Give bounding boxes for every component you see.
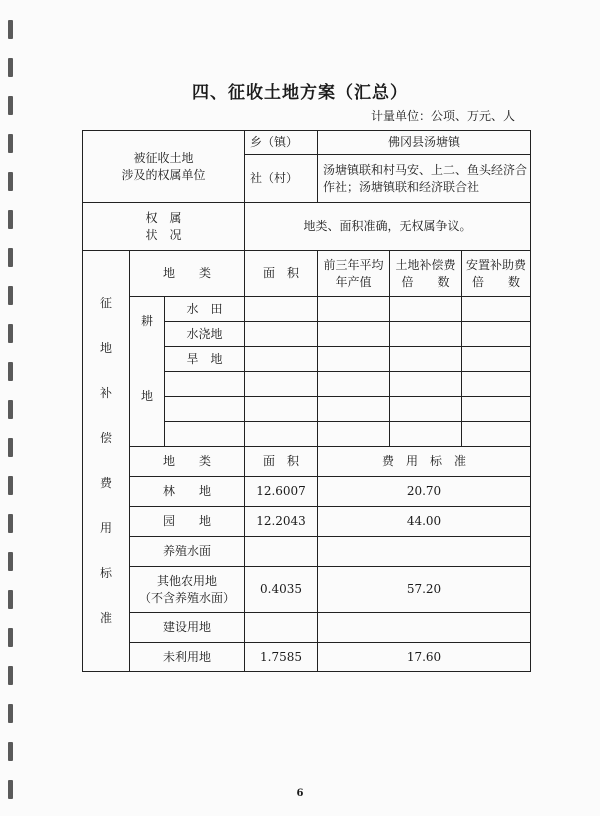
header2-fee-standard: 费 用 标 准 bbox=[318, 447, 531, 477]
table-row bbox=[83, 567, 531, 613]
fee-cell: 20.70 bbox=[318, 477, 531, 507]
fee-cell: 44.00 bbox=[318, 507, 531, 537]
fee-cell: 17.60 bbox=[318, 643, 531, 672]
owner-unit-label: 被征收土地 涉及的权属单位 bbox=[83, 131, 245, 203]
area-cell: 12.2043 bbox=[245, 507, 318, 537]
binding-holes bbox=[8, 0, 22, 816]
fee-cell bbox=[318, 537, 531, 567]
cultivated-label-bottom: 地 bbox=[130, 347, 165, 447]
table-row bbox=[83, 537, 531, 567]
area-cell bbox=[245, 537, 318, 567]
table-row bbox=[83, 477, 531, 507]
header-avg-output: 前三年平均 年产值 bbox=[318, 251, 390, 297]
table-row bbox=[83, 447, 531, 477]
township-value: 佛冈县汤塘镇 bbox=[318, 131, 531, 155]
area-cell: 1.7585 bbox=[245, 643, 318, 672]
page-title: 四、征收土地方案（汇总） bbox=[192, 83, 408, 103]
header-land-type: 地 类 bbox=[130, 251, 245, 297]
table-row bbox=[83, 203, 531, 251]
header2-area: 面 积 bbox=[245, 447, 318, 477]
table-row bbox=[83, 507, 531, 537]
village-value: 汤塘镇联和村马安、上二、鱼头经济合作社；汤塘镇联和经济联合社 bbox=[318, 155, 531, 203]
area-cell: 12.6007 bbox=[245, 477, 318, 507]
header-area: 面 积 bbox=[245, 251, 318, 297]
cultivated-type bbox=[165, 397, 245, 422]
header2-land-type: 地 类 bbox=[130, 447, 245, 477]
cultivated-type bbox=[165, 372, 245, 397]
fee-cell bbox=[318, 613, 531, 643]
unit-note: 计量单位：公项、万元、人 bbox=[370, 109, 515, 123]
compensation-side-label: 征 地 补 偿 费 用 标 准 bbox=[83, 251, 130, 672]
table-row bbox=[83, 131, 531, 155]
cultivated-type: 水 田 bbox=[165, 297, 245, 322]
ownership-status-label: 权 属 状 况 bbox=[83, 203, 245, 251]
table-row bbox=[83, 297, 531, 322]
table-row bbox=[83, 347, 531, 372]
land-type-cell: 养殖水面 bbox=[130, 537, 245, 567]
page-number: 6 bbox=[296, 788, 304, 799]
land-type-cell: 建设用地 bbox=[130, 613, 245, 643]
cultivated-label-top: 耕 bbox=[130, 297, 165, 347]
header-resettlement: 安置补助费 倍 数 bbox=[462, 251, 531, 297]
village-label: 社（村） bbox=[245, 155, 318, 203]
table-row bbox=[83, 251, 531, 297]
cultivated-type: 水浇地 bbox=[165, 322, 245, 347]
area-cell bbox=[245, 613, 318, 643]
land-acquisition-table bbox=[82, 130, 531, 672]
land-type-cell: 其他农用地 （不含养殖水面） bbox=[130, 567, 245, 613]
township-label: 乡（镇） bbox=[245, 131, 318, 155]
land-type-cell: 林 地 bbox=[130, 477, 245, 507]
table-row bbox=[83, 643, 531, 672]
cultivated-type: 旱 地 bbox=[165, 347, 245, 372]
area-cell: 0.4035 bbox=[245, 567, 318, 613]
header-land-comp: 土地补偿费 倍 数 bbox=[390, 251, 462, 297]
land-type-cell: 园 地 bbox=[130, 507, 245, 537]
land-type-cell: 未利用地 bbox=[130, 643, 245, 672]
fee-cell: 57.20 bbox=[318, 567, 531, 613]
ownership-status-value: 地类、面积准确，无权属争议。 bbox=[245, 203, 531, 251]
table-row bbox=[83, 613, 531, 643]
cultivated-type bbox=[165, 422, 245, 447]
